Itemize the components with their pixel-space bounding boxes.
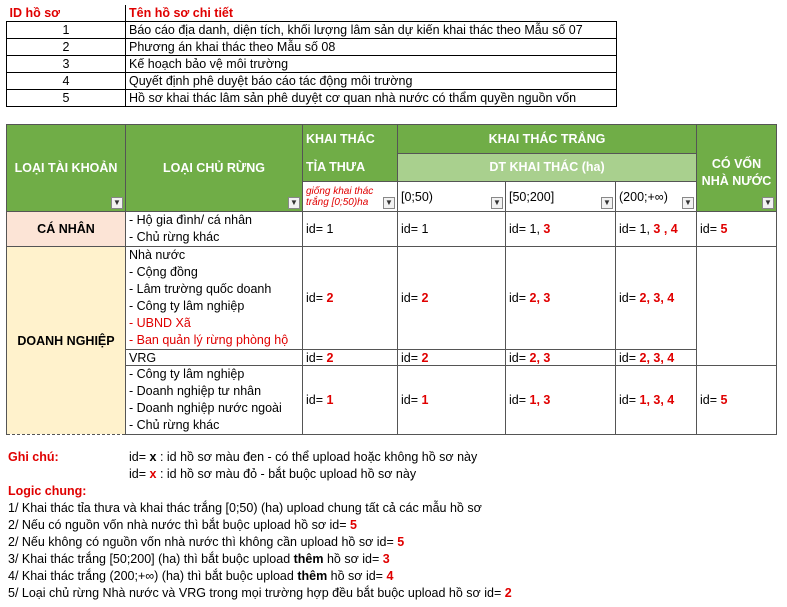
logic-line-2[interactable] bbox=[8, 518, 357, 532]
id-required: 2 bbox=[326, 291, 334, 305]
logic-emphasis: thêm bbox=[297, 569, 328, 583]
id-text: id= bbox=[306, 393, 327, 407]
account-enterprise[interactable]: DOANH NGHIỆP bbox=[7, 247, 126, 435]
cell-r2[interactable] bbox=[506, 247, 616, 350]
logic-id-required: 3 bbox=[382, 552, 390, 566]
cell-r3[interactable] bbox=[616, 366, 697, 435]
header-state-fund-label: CÓ VỐN NHÀ NƯỚC bbox=[701, 157, 772, 188]
note-text: : id hồ sơ màu đỏ - bắt buộc upload hồ sơ này bbox=[156, 467, 417, 481]
logic-id-required: 5 bbox=[397, 535, 405, 549]
table-row bbox=[7, 90, 617, 107]
filter-dropdown-icon[interactable]: ▼ bbox=[288, 197, 300, 209]
id-text: id= bbox=[306, 350, 327, 365]
logic-id-required: 5 bbox=[350, 518, 357, 532]
id-required: 1, 3, 4 bbox=[639, 393, 675, 407]
logic-id-required: 4 bbox=[386, 569, 394, 583]
table-row bbox=[7, 212, 777, 247]
id-required: 2 bbox=[326, 350, 334, 365]
logic-text: 5/ Loại chủ rừng Nhà nước và VRG trong mọi trường hợp đều bắt buộc upload hồ sơ id= bbox=[8, 586, 505, 600]
logic-emphasis: thêm bbox=[293, 552, 324, 566]
owner-item: - Công ty lâm nghiệp bbox=[129, 367, 245, 381]
account-individual[interactable]: CÁ NHÂN bbox=[7, 212, 126, 247]
id-text: id= 1, bbox=[509, 222, 544, 236]
cell-r2[interactable] bbox=[506, 366, 616, 435]
logic-id-required: 2 bbox=[504, 586, 512, 600]
owner-item: - Hộ gia đình/ cá nhân bbox=[129, 213, 252, 227]
note-line-optional[interactable] bbox=[129, 450, 477, 464]
rules-table bbox=[6, 124, 777, 435]
id-required: 3 , 4 bbox=[653, 222, 678, 236]
id-required: 1 bbox=[326, 393, 334, 407]
range-label: (200;+∞) bbox=[619, 189, 668, 204]
logic-line-5[interactable] bbox=[8, 569, 393, 583]
doc-name-cell[interactable]: Hồ sơ khai thác lâm sản phê duyệt cơ quan nhà nước có thẩm quyền nguồn vốn bbox=[126, 90, 617, 107]
logic-title[interactable]: Logic chung: bbox=[8, 484, 87, 498]
header-forest-owner[interactable] bbox=[126, 125, 303, 212]
owner-item-required: - UBND Xã bbox=[129, 316, 191, 330]
header-range-200-inf[interactable] bbox=[616, 182, 697, 212]
id-required: 2, 3, 4 bbox=[639, 350, 675, 365]
header-name[interactable]: Tên hồ sơ chi tiết bbox=[129, 6, 234, 20]
filter-dropdown-icon[interactable]: ▼ bbox=[762, 197, 774, 209]
range-label: [50;200] bbox=[509, 189, 555, 204]
logic-line-3[interactable] bbox=[8, 535, 404, 549]
doc-name-cell[interactable]: Báo cáo địa danh, diện tích, khối lượng lâm sản dự kiến khai thác theo Mẫu số 07 bbox=[126, 22, 617, 39]
document-table-header bbox=[7, 5, 617, 22]
note-text: id= bbox=[129, 467, 150, 481]
logic-text: 2/ Nếu không có nguồn vốn nhà nước thì không cần upload hồ sơ id= bbox=[8, 535, 398, 549]
owners-state[interactable] bbox=[126, 247, 303, 350]
filter-dropdown-icon[interactable]: ▼ bbox=[111, 197, 123, 209]
doc-name-cell[interactable]: Kế hoạch bảo vệ môi trường bbox=[126, 56, 617, 73]
header-account-type[interactable] bbox=[7, 125, 126, 212]
header-id[interactable]: ID hồ sơ bbox=[7, 5, 126, 22]
header-area[interactable]: DT KHAI THÁC (ha) bbox=[398, 153, 697, 182]
id-required: 3 bbox=[543, 222, 551, 236]
table-row bbox=[7, 39, 617, 56]
cell-fund[interactable] bbox=[697, 366, 777, 435]
note-x-required: x bbox=[149, 467, 157, 481]
filter-dropdown-icon[interactable]: ▼ bbox=[682, 197, 694, 209]
header-clear-cut[interactable]: KHAI THÁC TRẮNG bbox=[398, 125, 697, 154]
note-x: x bbox=[149, 450, 157, 464]
logic-line-4[interactable] bbox=[8, 552, 390, 566]
id-required: 2 bbox=[421, 350, 429, 365]
id-text: id= bbox=[509, 393, 530, 407]
id-text: id= bbox=[401, 350, 422, 365]
logic-line-6[interactable] bbox=[8, 586, 512, 600]
cell-r3[interactable] bbox=[616, 212, 697, 247]
header-thinning[interactable]: KHAI THÁC TỈA THƯA bbox=[303, 125, 398, 182]
id-text: id= bbox=[700, 222, 721, 236]
note-text: id= bbox=[129, 450, 150, 464]
id-text: id= bbox=[619, 393, 640, 407]
header-thinning-note[interactable] bbox=[303, 182, 398, 212]
id-required: 5 bbox=[720, 393, 728, 407]
id-text: id= bbox=[619, 291, 640, 305]
cell-thinning[interactable] bbox=[303, 247, 398, 350]
doc-id-cell[interactable]: 5 bbox=[7, 90, 126, 107]
note-line-required[interactable] bbox=[129, 467, 416, 481]
filter-dropdown-icon[interactable]: ▼ bbox=[491, 197, 503, 209]
id-required: 1, 3 bbox=[529, 393, 551, 407]
cell-fund[interactable] bbox=[697, 212, 777, 247]
id-text: id= bbox=[619, 350, 640, 365]
owners-private[interactable] bbox=[126, 366, 303, 435]
cell-r3[interactable] bbox=[616, 247, 697, 350]
table-row bbox=[7, 247, 777, 350]
notes-title[interactable]: Ghi chú: bbox=[8, 450, 59, 464]
id-text: id= bbox=[700, 393, 721, 407]
id-text: id= bbox=[306, 291, 327, 305]
cell-r3[interactable] bbox=[616, 350, 697, 366]
owner-item: - Chủ rừng khác bbox=[129, 418, 220, 432]
doc-name-cell[interactable]: Quyết định phê duyệt báo cáo tác động môi trường bbox=[126, 73, 617, 90]
logic-text: hồ sơ id= bbox=[323, 552, 383, 566]
owner-item: Nhà nước bbox=[129, 248, 186, 262]
logic-line-1[interactable]: 1/ Khai thác tỉa thưa và khai thác trắng [0;50) (ha) upload chung tất cả các mẫu hồ sơ bbox=[8, 501, 482, 515]
note-text: : id hồ sơ màu đen - có thể upload hoặc không hồ sơ này bbox=[156, 450, 478, 464]
cell-thinning[interactable]: id= 1 bbox=[303, 212, 398, 247]
id-text: id= bbox=[509, 350, 530, 365]
id-text: id= bbox=[401, 393, 422, 407]
filter-dropdown-icon[interactable]: ▼ bbox=[383, 197, 395, 209]
owner-item: - Doanh nghiệp tư nhân bbox=[129, 384, 262, 398]
logic-text: 3/ Khai thác trắng [50;200] (ha) thì bắt buộc upload bbox=[8, 552, 294, 566]
logic-text: 2/ Nếu có nguồn vốn nhà nước thì bắt buộc upload hồ sơ id= bbox=[8, 518, 351, 532]
header-state-fund[interactable] bbox=[697, 125, 777, 212]
cell-r1[interactable] bbox=[398, 247, 506, 350]
id-required: 2 bbox=[421, 291, 429, 305]
doc-id-cell[interactable]: 1 bbox=[7, 22, 126, 39]
doc-id-cell[interactable]: 2 bbox=[7, 39, 126, 56]
header-range-0-50[interactable] bbox=[398, 182, 506, 212]
cell-thinning[interactable] bbox=[303, 350, 398, 366]
owner-item: - Doanh nghiệp nước ngoài bbox=[129, 401, 282, 415]
doc-name-cell[interactable]: Phương án khai thác theo Mẫu số 08 bbox=[126, 39, 617, 56]
cell-thinning[interactable] bbox=[303, 366, 398, 435]
owner-item: - Lâm trường quốc doanh bbox=[129, 282, 272, 296]
id-text: id= bbox=[509, 291, 530, 305]
id-required: 1 bbox=[421, 393, 429, 407]
table-row bbox=[7, 73, 617, 90]
id-required: 2, 3, 4 bbox=[639, 291, 675, 305]
owners-individual[interactable] bbox=[126, 212, 303, 247]
range-label: [0;50) bbox=[401, 189, 433, 204]
filter-dropdown-icon[interactable]: ▼ bbox=[601, 197, 613, 209]
cell-r2[interactable] bbox=[506, 212, 616, 247]
id-text: id= 1, bbox=[619, 222, 654, 236]
owner-item: - Cộng đồng bbox=[129, 265, 198, 279]
header-range-50-200[interactable] bbox=[506, 182, 616, 212]
id-required: 2, 3 bbox=[529, 350, 551, 365]
header-account-type-label: LOẠI TÀI KHOẢN bbox=[14, 161, 118, 175]
cell-r1[interactable] bbox=[398, 350, 506, 366]
document-table bbox=[6, 5, 617, 107]
id-required: 5 bbox=[720, 222, 728, 236]
cell-r1[interactable]: id= 1 bbox=[398, 212, 506, 247]
thinning-note-text: giống khai thác trắng [0;50)ha bbox=[306, 185, 374, 208]
cell-fund-empty[interactable] bbox=[697, 247, 777, 366]
cell-r2[interactable] bbox=[506, 350, 616, 366]
table-row bbox=[7, 56, 617, 73]
table-row bbox=[7, 22, 617, 39]
header-forest-owner-label: LOẠI CHỦ RỪNG bbox=[162, 161, 266, 175]
cell-r1[interactable] bbox=[398, 366, 506, 435]
owner-item-required: - Ban quản lý rừng phòng hộ bbox=[129, 333, 289, 347]
owner-item: - Công ty lâm nghiệp bbox=[129, 299, 245, 313]
owner-vrg[interactable]: VRG bbox=[126, 350, 303, 366]
logic-text: hồ sơ id= bbox=[327, 569, 387, 583]
doc-id-cell[interactable]: 3 bbox=[7, 56, 126, 73]
id-text: id= bbox=[401, 291, 422, 305]
logic-text: 4/ Khai thác trắng (200;+∞) (ha) thì bắt buộc upload bbox=[8, 569, 298, 583]
owner-item: - Chủ rừng khác bbox=[129, 230, 220, 244]
id-required: 2, 3 bbox=[529, 291, 551, 305]
doc-id-cell[interactable]: 4 bbox=[7, 73, 126, 90]
